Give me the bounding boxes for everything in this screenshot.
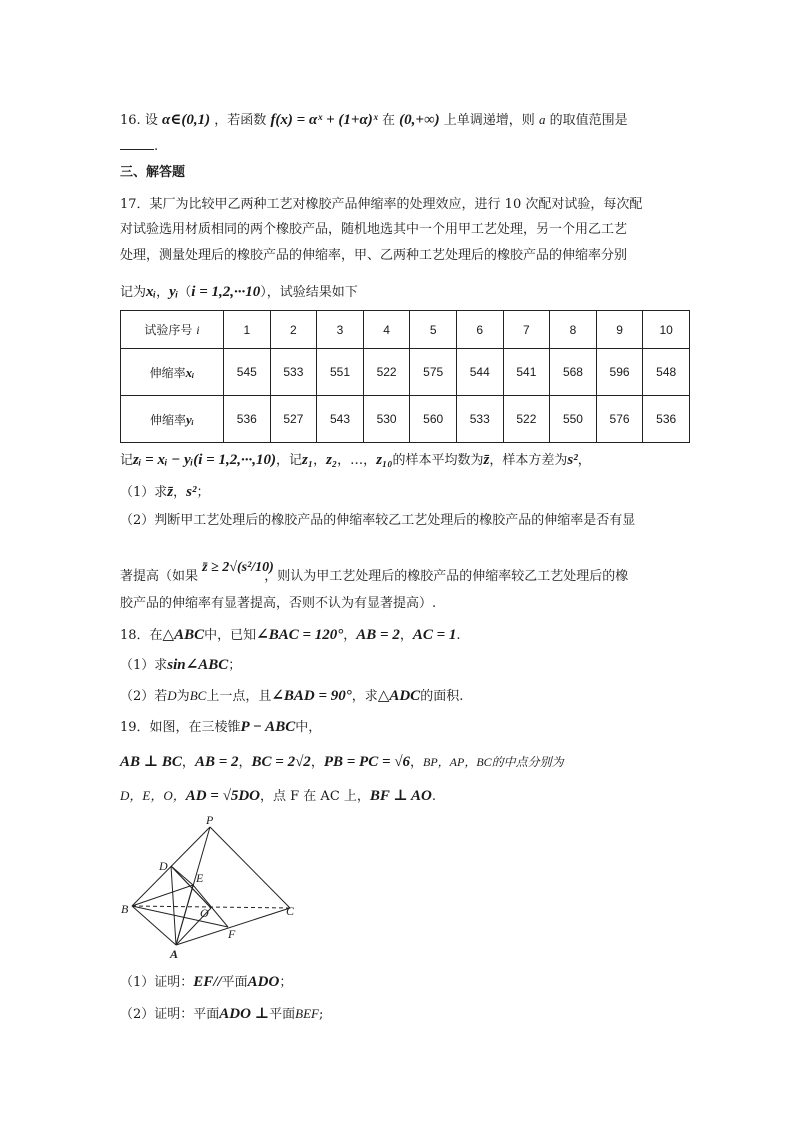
- q17-math-x: xᵢ: [146, 284, 157, 300]
- x-cell: 548: [643, 349, 690, 396]
- header-var: i: [196, 323, 200, 337]
- header-cell: [121, 311, 224, 349]
- segment-DO-2: [171, 866, 211, 908]
- q17-math: z̄: [483, 452, 490, 468]
- y-cell: 530: [363, 396, 410, 443]
- q18-math: ∠BAD = 90°: [271, 688, 352, 704]
- index-cell: 4: [363, 311, 410, 349]
- label-P: P: [206, 814, 214, 827]
- q18-text: （1）求: [120, 658, 168, 673]
- index-cell: 10: [643, 311, 690, 349]
- q18-part1: [120, 655, 241, 676]
- q19-text: （2）证明：平面: [120, 1007, 220, 1022]
- q18-math: AB = 2: [356, 627, 400, 643]
- q19-text: ，点 F 在 AC 上，: [260, 789, 370, 804]
- q17-math-z-def: zᵢ = xᵢ − yᵢ(i = 1,2,···,10): [133, 452, 276, 468]
- q16-var: a: [538, 112, 546, 127]
- index-cell: 1: [224, 311, 271, 349]
- q18-text: 的面积.: [420, 689, 464, 704]
- q19-math: ADO: [247, 974, 280, 990]
- index-cell: 9: [596, 311, 643, 349]
- y-cell: 560: [410, 396, 457, 443]
- q19-math: AD = √5DO: [185, 788, 261, 804]
- table-row-index: [121, 311, 690, 349]
- y-cell: 522: [503, 396, 550, 443]
- q17-math-index: i = 1,2,···10: [191, 284, 261, 300]
- q17-text: ，则认为甲工艺处理后的橡胶产品的伸缩率较乙工艺处理后的橡: [264, 569, 629, 584]
- q19-text: ，: [410, 755, 424, 770]
- q17-part2-line1: （2）判断甲工艺处理后的橡胶产品的伸缩率较乙工艺处理后的橡胶产品的伸缩率是否有显: [120, 513, 636, 528]
- q16-math-interval: (0,+∞): [399, 112, 440, 128]
- q17-math: s²: [567, 452, 578, 468]
- q19-math: ADO ⊥: [219, 1006, 270, 1022]
- q18-math: △ADC: [377, 688, 421, 704]
- y-cell: 527: [270, 396, 317, 443]
- q18-math: △ABC: [162, 627, 205, 643]
- q19-math: P − ABC: [240, 719, 296, 735]
- q17-text: ，: [313, 453, 327, 468]
- q19-text: 19．如图，在三棱锥: [120, 720, 241, 735]
- q16-text: 在: [382, 113, 396, 128]
- q19-text: ;: [318, 1007, 324, 1022]
- x-cell: 522: [363, 349, 410, 396]
- index-cell: 6: [456, 311, 503, 349]
- q19-text: ，: [181, 755, 195, 770]
- q17-text: ，…，: [337, 453, 377, 468]
- q19-math: AB = 2: [194, 754, 239, 770]
- header-label: 试验序号: [144, 323, 193, 337]
- x-cell: 544: [456, 349, 503, 396]
- row-y-label: [121, 396, 224, 443]
- q16-line: [120, 110, 628, 131]
- q19-var: BEF: [295, 1006, 319, 1021]
- q17-math-criterion: z̄ ≥ 2√(s²/10): [202, 560, 274, 575]
- q19-part2: [120, 1004, 323, 1025]
- q18-var: BC: [189, 688, 207, 703]
- row-var: yᵢ: [186, 411, 194, 427]
- index-cell: 5: [410, 311, 457, 349]
- x-cell: 533: [270, 349, 317, 396]
- q19-text: ，: [310, 755, 324, 770]
- q17-definition: [120, 450, 591, 471]
- q16-text: ，若函数: [214, 113, 267, 128]
- y-cell: 536: [224, 396, 271, 443]
- q16-text: 设: [144, 113, 158, 128]
- q19-math: EF//: [193, 974, 222, 990]
- q19-line1: [120, 717, 321, 738]
- y-cell: 543: [317, 396, 364, 443]
- q17-line1: 17．某厂为比较甲乙两种工艺对橡胶产品伸缩率的处理效应，进行 10 次配对试验，每次配: [120, 197, 643, 212]
- q17-text: ，: [173, 485, 187, 500]
- q17-text: ；: [196, 485, 210, 500]
- q18-text: 18．在: [120, 628, 163, 643]
- x-cell: 596: [596, 349, 643, 396]
- q19-part1: [120, 972, 292, 993]
- segment-BE: [132, 885, 193, 906]
- table-row-x: [121, 349, 690, 396]
- q17-part2-line2: [120, 560, 629, 587]
- q17-text: 的样本平均数为: [392, 453, 484, 468]
- q17-math: z̄: [167, 484, 174, 500]
- label-B: B: [121, 902, 129, 916]
- q17-math: z₁₀: [376, 452, 393, 468]
- edge-PC: [210, 827, 290, 908]
- q19-text: （1）证明：: [120, 975, 194, 990]
- q17-text: （1）求: [120, 485, 168, 500]
- edge-BA: [132, 906, 176, 945]
- results-table: [120, 310, 690, 443]
- q19-math: BF ⊥ AO: [369, 788, 432, 804]
- table-row-y: [121, 396, 690, 443]
- q17-text: ），试验结果如下: [260, 285, 358, 300]
- y-cell: 576: [596, 396, 643, 443]
- q18-text: ，: [399, 628, 413, 643]
- q19-text: 平面: [221, 975, 248, 990]
- q19-text: ，: [238, 755, 252, 770]
- q17-line4: [120, 282, 358, 303]
- q16-number: 16.: [120, 113, 141, 128]
- q16-answer-blank: .: [120, 135, 158, 157]
- q17-text: 记为: [120, 285, 147, 300]
- q18-math: sin∠ABC: [167, 657, 229, 673]
- index-cell: 3: [317, 311, 364, 349]
- tetrahedron-figure: [118, 814, 308, 964]
- q17-line3: 处理，测量处理后的橡胶产品的伸缩率，甲、乙两种工艺处理后的橡胶产品的伸缩率分别: [120, 248, 628, 263]
- q18-var: D: [167, 688, 177, 703]
- q19-math: BC = 2√2: [251, 754, 311, 770]
- q19-math: AB ⊥ BC: [120, 754, 182, 770]
- label-O: O: [200, 906, 209, 920]
- label-F: F: [228, 927, 236, 941]
- label-A: A: [170, 947, 179, 961]
- row-var: xᵢ: [185, 364, 195, 380]
- q19-points: D，E，O，: [120, 788, 186, 803]
- row-x-label: [121, 349, 224, 396]
- x-cell: 551: [317, 349, 364, 396]
- q18-math: AC = 1: [412, 627, 457, 643]
- section-title: 三、解答题: [120, 165, 186, 180]
- q17-text: 著提高（如果: [120, 569, 199, 584]
- q17-part2-line3: 胶产品的伸缩率有显著提高，否则不认为有显著提高）.: [120, 596, 437, 611]
- q19-line3: [120, 786, 436, 807]
- q18-text: ，求: [351, 689, 378, 704]
- q18-text: （2）若: [120, 689, 168, 704]
- q17-math: s²: [186, 484, 197, 500]
- q18-text: .: [456, 628, 461, 643]
- q17-text: （: [178, 285, 192, 300]
- q17-math-y: yᵢ: [169, 284, 179, 300]
- index-cell: 2: [270, 311, 317, 349]
- row-label: 伸缩率: [149, 365, 186, 380]
- q19-text: ；: [279, 975, 293, 990]
- q17-line2: 对试验选用材质相同的两个橡胶产品，随机地选其中一个用甲工艺处理，另一个用乙工艺: [120, 222, 628, 237]
- q17-math: z₂: [326, 452, 338, 468]
- q19-text: BP，AP，BC的中点分别为: [423, 755, 564, 769]
- x-cell: 575: [410, 349, 457, 396]
- q19-text: .: [431, 789, 436, 804]
- q16-text: 的取值范围是: [549, 113, 628, 128]
- q18-text: 为: [176, 689, 190, 704]
- label-D: D: [159, 859, 168, 873]
- label-C: C: [286, 904, 295, 918]
- index-cell: 7: [503, 311, 550, 349]
- q19-text: 中，: [295, 720, 322, 735]
- x-cell: 545: [224, 349, 271, 396]
- label-E: E: [196, 871, 204, 885]
- q18-part2: [120, 686, 463, 707]
- q18-text: 中，已知: [204, 628, 257, 643]
- q17-text: ，: [156, 285, 170, 300]
- q18-text: 上一点，且: [206, 689, 272, 704]
- q18-text: ；: [228, 658, 242, 673]
- q17-part1: [120, 482, 210, 503]
- q17-text: ，样本方差为: [489, 453, 568, 468]
- q17-text: 记: [120, 453, 134, 468]
- q17-math: z₁: [302, 452, 314, 468]
- q16-math-alpha-range: α∈(0,1): [161, 112, 211, 128]
- row-label: 伸缩率: [150, 412, 187, 427]
- index-cell: 8: [550, 311, 597, 349]
- segment-DA: [171, 866, 176, 945]
- q16-text: 上单调递增，则: [443, 113, 535, 128]
- q19-line2: [120, 752, 564, 773]
- q18-line1: [120, 625, 461, 646]
- y-cell: 536: [643, 396, 690, 443]
- q18-math: ∠BAC = 120°: [256, 627, 344, 643]
- x-cell: 568: [550, 349, 597, 396]
- q18-text: ，: [343, 628, 357, 643]
- q16-math-function: f(x) = αˣ + (1+α)ˣ: [270, 112, 378, 128]
- x-cell: 541: [503, 349, 550, 396]
- q19-text: 平面: [269, 1007, 296, 1022]
- q17-text: ，记: [275, 453, 302, 468]
- q19-math: PB = PC = √6: [323, 754, 410, 770]
- y-cell: 533: [456, 396, 503, 443]
- y-cell: 550: [550, 396, 597, 443]
- q17-text: ，: [577, 453, 591, 468]
- segment-DE: [171, 866, 193, 885]
